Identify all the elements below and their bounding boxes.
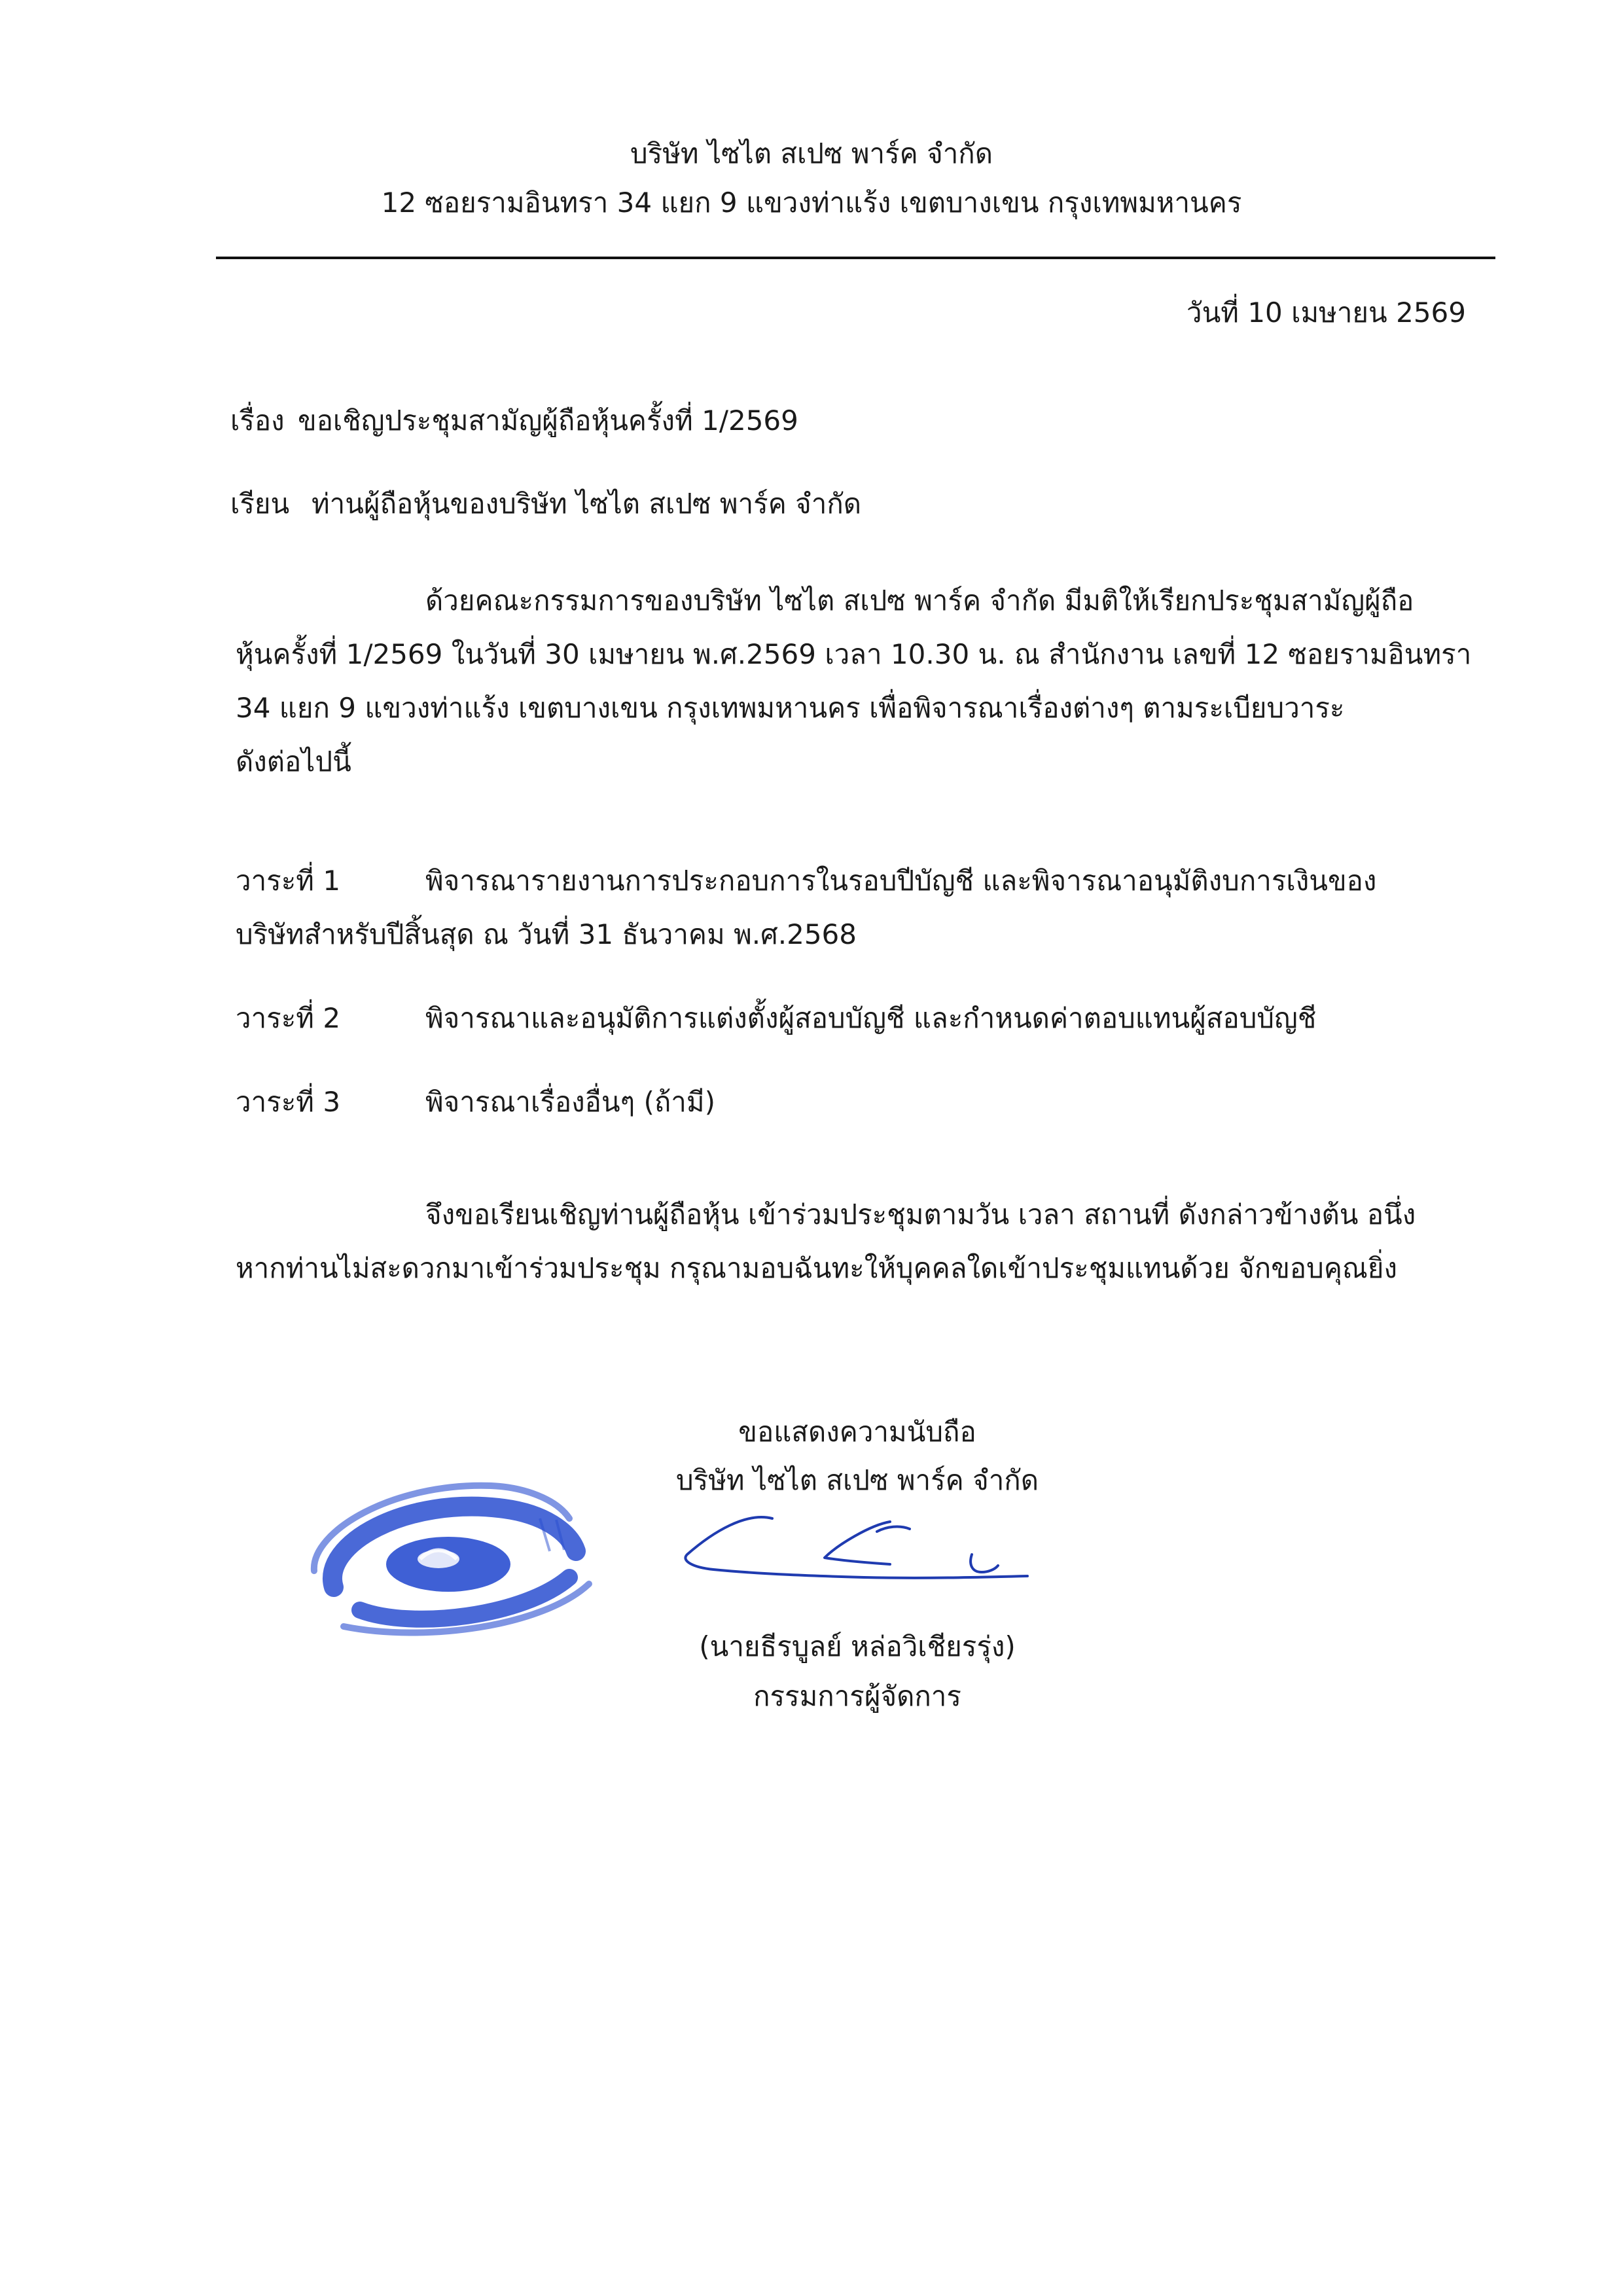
invitation-paragraph <box>236 1195 1466 1288</box>
invitation-line: หากท่านไม่สะดวกมาเข้าร่วมประชุม กรุณามอบฉันทะให้บุคคลใดเข้าประชุมแทนด้วย จักขอบคุณยิ่ง <box>236 1252 1397 1284</box>
signatory-position: กรรมการผู้จัดการ <box>753 1680 961 1712</box>
agenda-3-label: วาระที่ 3 <box>236 1086 341 1118</box>
invitation-line: จึงขอเรียนเชิญท่านผู้ถือหุ้น เข้าร่วมประชุมตามวัน เวลา สถานที่ ดังกล่าวข้างต้น อนึ่ง <box>425 1198 1416 1230</box>
agenda-2-label: วาระที่ 2 <box>236 1002 341 1034</box>
header-divider <box>216 257 1495 259</box>
subject-label: เรื่อง <box>230 404 285 437</box>
intro-line: ดังต่อไปนี้ <box>236 745 351 778</box>
agenda-1-text: พิจารณารายงานการประกอบการในรอบปีบัญชี และพิจารณาอนุมัติงบการเงินของ <box>425 865 1377 897</box>
subject-text: ขอเชิญประชุมสามัญผู้ถือหุ้นครั้งที่ 1/2569 <box>298 404 798 437</box>
closing-company: บริษัท ไซไต สเปซ พาร์ค จำกัด <box>676 1464 1039 1496</box>
agenda-3-text: พิจารณาเรื่องอื่นๆ (ถ้ามี) <box>425 1086 715 1118</box>
recipient-label: เรียน <box>230 488 290 520</box>
intro-line: ด้วยคณะกรรมการของบริษัท ไซไต สเปซ พาร์ค จำกัด มีมติให้เรียกประชุมสามัญผู้ถือ <box>425 584 1414 617</box>
signatory-name: (นายธีรบูลย์ หล่อวิเชียรรุ่ง) <box>699 1630 1016 1662</box>
intro-paragraph <box>236 581 1472 781</box>
recipient-text: ท่านผู้ถือหุ้นของบริษัท ไซไต สเปซ พาร์ค จำกัด <box>312 488 862 520</box>
agenda-2-text: พิจารณาและอนุมัติการแต่งตั้งผู้สอบบัญชี และกำหนดค่าตอบแทนผู้สอบบัญชี <box>425 1002 1317 1034</box>
agenda-1-label: วาระที่ 1 <box>236 865 341 897</box>
company-name: บริษัท ไซไต สเปซ พาร์ค จำกัด <box>630 137 993 170</box>
letter-date: วันที่ 10 เมษายน 2569 <box>1186 296 1466 329</box>
agenda-1-continuation: บริษัทสำหรับปีสิ้นสุด ณ วันที่ 31 ธันวาคม พ.ศ.2568 <box>236 918 857 950</box>
closing-regards: ขอแสดงความนับถือ <box>738 1416 976 1448</box>
intro-line: 34 แยก 9 แขวงท่าแร้ง เขตบางเขน กรุงเทพมหานคร เพื่อพิจารณาเรื่องต่างๆ ตามระเบียบวาระ <box>236 692 1345 724</box>
company-address: 12 ซอยรามอินทรา 34 แยก 9 แขวงท่าแร้ง เขตบางเขน กรุงเทพมหานคร <box>381 187 1242 219</box>
company-seal-icon <box>308 1473 609 1636</box>
signature-icon <box>674 1492 1041 1590</box>
intro-line: หุ้นครั้งที่ 1/2569 ในวันที่ 30 เมษายน พ.ศ.2569 เวลา 10.30 น. ณ สำนักงาน เลขที่ 12 ซอยรามอินทรา <box>236 638 1472 670</box>
